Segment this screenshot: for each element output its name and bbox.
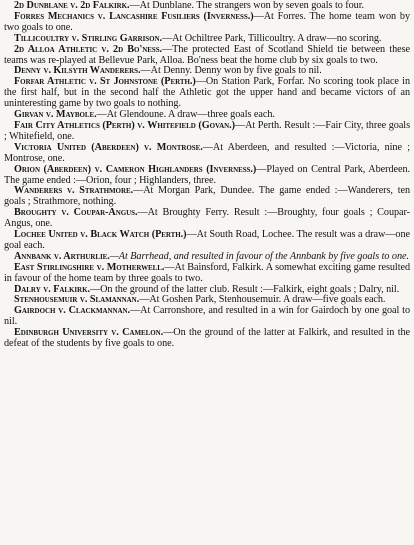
match-result: —At South Road, Lochee. The result was a draw—one goal each. bbox=[4, 229, 410, 251]
match-result: —At Forres. The home team won by two goals to one. bbox=[4, 10, 410, 33]
match-result: —The protected East of Scotland Shield tie between these teams was re-played at Bellevue Park, Alloa. Bo'ness beat the home club by six goals to two. bbox=[4, 43, 410, 66]
match-heading: Fair City Athletics (Perth) v. Whitefield (Govan.) bbox=[14, 119, 235, 131]
match-heading: Stenhousemuir v. Slamannan. bbox=[14, 294, 140, 306]
match-report bbox=[4, 208, 410, 230]
match-result: —At Ochiltree Park, Tillicoultry. A draw—no scoring. bbox=[162, 32, 382, 44]
match-result: —At Bainsford, Falkirk. A somewhat exciting game resulted in favour of the home team by three goals to two. bbox=[4, 261, 410, 284]
match-result: —On the ground of the latter club. Result :—Falkirk, eight goals ; Dalry, nil. bbox=[89, 283, 400, 295]
match-heading: Forres Mechanics v. Lancashire Fusiliers (Inverness.) bbox=[14, 10, 254, 22]
match-report bbox=[4, 306, 410, 328]
match-heading: Annbank v. Arthurlie. bbox=[14, 250, 110, 262]
match-result: —At Morgan Park, Dundee. The game ended :—Wanderers, ten goals ; Strathmore, nothing. bbox=[4, 185, 410, 208]
match-report bbox=[4, 45, 410, 67]
match-result: —At Carronshore, and resulted in a win for Gairdoch by one goal to nil. bbox=[4, 305, 410, 328]
match-result: —At Aberdeen, and resulted :—Victoria, nine ; Montrose, one. bbox=[4, 141, 410, 164]
match-report bbox=[4, 143, 410, 165]
match-result: —At Broughty Ferry. Result :—Broughty, four goals ; Coupar-Angus, one. bbox=[4, 207, 410, 230]
match-heading: Orion (Aberdeen) v. Cameron Highlanders (Inverness.) bbox=[14, 163, 257, 175]
match-heading: Girvan v. Maybole. bbox=[14, 109, 97, 121]
match-heading: Lochee United v. Black Watch (Perth.) bbox=[14, 229, 187, 241]
match-heading: Gairdoch v. Clackmannan. bbox=[14, 305, 131, 317]
match-result: —At Goshen Park, Stenhousemuir. A draw—five goals each. bbox=[139, 294, 386, 306]
match-report bbox=[4, 263, 410, 285]
match-heading: Broughty v. Coupar-Angus. bbox=[14, 207, 138, 219]
match-report bbox=[4, 165, 410, 187]
match-result: —At Barrhead, and resulted in favour of the Annbank by five goals to one. bbox=[109, 250, 409, 262]
match-heading: Victoria United (Aberdeen) v. Montrose. bbox=[14, 141, 203, 153]
match-heading: 2d Dunblane v. 2d Falkirk. bbox=[14, 0, 130, 11]
match-result: —At Glendoune. A draw—three goals each. bbox=[96, 109, 275, 121]
match-report bbox=[4, 77, 410, 110]
match-result: —At Perth. Result :—Fair City, three goals ; Whitefield, one. bbox=[4, 119, 410, 142]
match-report bbox=[4, 328, 410, 350]
match-heading: East Stirlingshire v. Motherwell. bbox=[14, 261, 165, 273]
match-result: —On the ground of the latter at Falkirk, and resulted in the defeat of the students by five goals to one. bbox=[4, 327, 410, 350]
match-heading: Tillicoultry v. Stirling Garrison. bbox=[14, 32, 162, 44]
match-report bbox=[4, 12, 410, 34]
match-report bbox=[4, 121, 410, 143]
match-result: —At Denny. Denny won by five goals to nil. bbox=[140, 65, 322, 77]
match-result: —At Dunblane. The strangers won by seven goals to four. bbox=[129, 0, 364, 11]
match-report bbox=[4, 230, 410, 252]
match-heading: Dalry v. Falkirk. bbox=[14, 283, 90, 295]
match-heading: Edinburgh University v. Camelon. bbox=[14, 327, 164, 339]
match-heading: Denny v. Kilsyth Wanderers. bbox=[14, 65, 141, 77]
match-heading: Wanderers v. Strathmore. bbox=[14, 185, 134, 197]
match-heading: Forfar Athletic v. St Johnstone (Perth.) bbox=[14, 76, 196, 88]
match-report bbox=[4, 186, 410, 208]
match-result: —On Station Park, Forfar. No scoring took place in the first half, but in the second half the Athletic got the upper hand and became victors of an uninteresting game by two goals to nothing. bbox=[4, 76, 410, 110]
match-result: —Played on Central Park, Aberdeen. The game ended :—Orion, four ; Highlanders, three. bbox=[4, 163, 410, 186]
match-heading: 2d Alloa Athletic v. 2d Bo'ness. bbox=[14, 43, 163, 55]
